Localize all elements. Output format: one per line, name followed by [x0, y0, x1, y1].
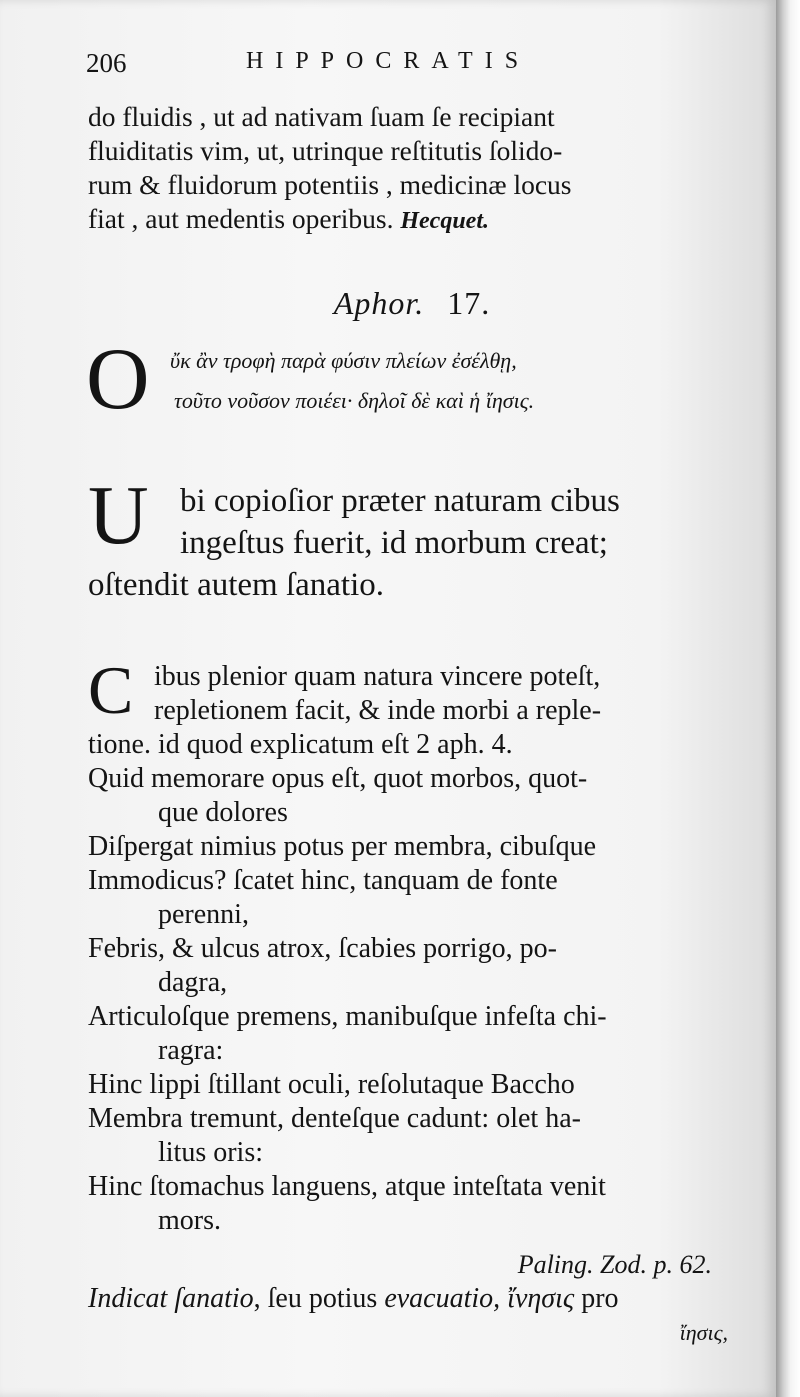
verse-line: ragra:: [158, 1035, 224, 1066]
commentary-line-1: ibus plenior quam natura vincere poteſt,: [154, 661, 601, 692]
continuation-line: do fluidis , ut ad nativam ſuam ſe recipiant: [88, 101, 555, 132]
latin-line-1: bi copioſior præter naturam cibus: [180, 483, 620, 519]
verse-line: Hinc lippi ſtillant oculi, reſolutaque Baccho: [88, 1069, 575, 1100]
latin-translation: [88, 469, 736, 606]
latin-line-2: ingeſtus fuerit, id morbum creat;: [180, 525, 608, 561]
verse-line: Articuloſque premens, manibuſque infeſta chi-: [88, 1001, 607, 1032]
greek-line-2: τοῦτο νοῦσον ποιέει· δηλοῖ δὲ καὶ ἡ ἴησις.: [174, 388, 535, 413]
verse-line: Immodicus? ſcatet hinc, tanquam de fonte: [88, 865, 558, 896]
latin-drop-capital: U: [88, 469, 149, 562]
verse-line: Membra tremunt, denteſque cadunt: olet ha-: [88, 1103, 581, 1134]
citation: Paling. Zod. p. 62.: [517, 1250, 712, 1279]
aphorism-number: 17.: [447, 285, 491, 321]
verse-line: perenni,: [158, 899, 249, 930]
page-body: [88, 100, 736, 1350]
verse-line: mors.: [158, 1205, 221, 1236]
greek-text: [86, 331, 736, 444]
closing-italic-1: Indicat ſanatio: [88, 1283, 254, 1314]
continuation-line: fluiditatis vim, ut, utrinque reſtitutis ſolido-: [88, 135, 563, 166]
verse-line: que dolores: [158, 797, 288, 828]
book-edge: [776, 0, 800, 1397]
commentary-line-2: repletionem facit, & inde morbi a reple-: [154, 695, 602, 726]
commentary-line-3: tione. id quod explicatum eſt 2 aph. 4.: [88, 729, 513, 760]
commentary-paragraph: [88, 652, 736, 762]
verse-line: Febris, & ulcus atrox, ſcabies porrigo, po-: [88, 933, 557, 964]
verse-line: Quid memorare opus eſt, quot morbos, quot-: [88, 763, 588, 794]
running-head: HIPPOCRATIS: [246, 48, 531, 74]
closing-last-line: ἴησις,: [679, 1320, 728, 1345]
aphorism-heading: [88, 286, 736, 320]
commentary-drop-capital: C: [88, 652, 134, 728]
greek-drop-capital: O: [86, 331, 150, 428]
page-header: [86, 48, 736, 88]
aphorism-label: Aphor.: [333, 285, 425, 321]
continuation-line-last: fiat , aut medentis operibus. Hecquet.: [88, 203, 489, 234]
latin-line-3: oſtendit autem ſanatio.: [88, 567, 385, 603]
continuation-line: rum & fluidorum potentiis , medicinæ locus: [88, 169, 572, 200]
closing-end: pro: [574, 1283, 619, 1314]
closing-italic-2: evacuatio: [384, 1283, 494, 1314]
verse-line: Hinc ſtomachus languens, atque inteſtata venit: [88, 1171, 606, 1202]
verse-quotation: [88, 762, 736, 1238]
page-number: 206: [86, 48, 127, 78]
continuation-paragraph: [88, 100, 736, 238]
closing-greek: , ἴνησις: [493, 1283, 575, 1314]
verse-line: dagra,: [158, 967, 228, 998]
closing-mid: , ſeu potius: [253, 1283, 385, 1314]
closing-line: [88, 1282, 736, 1316]
verse-line: litus oris:: [158, 1137, 264, 1168]
author-name: Hecquet.: [400, 208, 489, 234]
verse-line: Diſpergat nimius potus per membra, cibuſque: [88, 831, 597, 862]
greek-line-1: ὔκ ἂν τροφὴ παρὰ φύσιν πλείων ἐσέλθῃ,: [170, 348, 517, 373]
